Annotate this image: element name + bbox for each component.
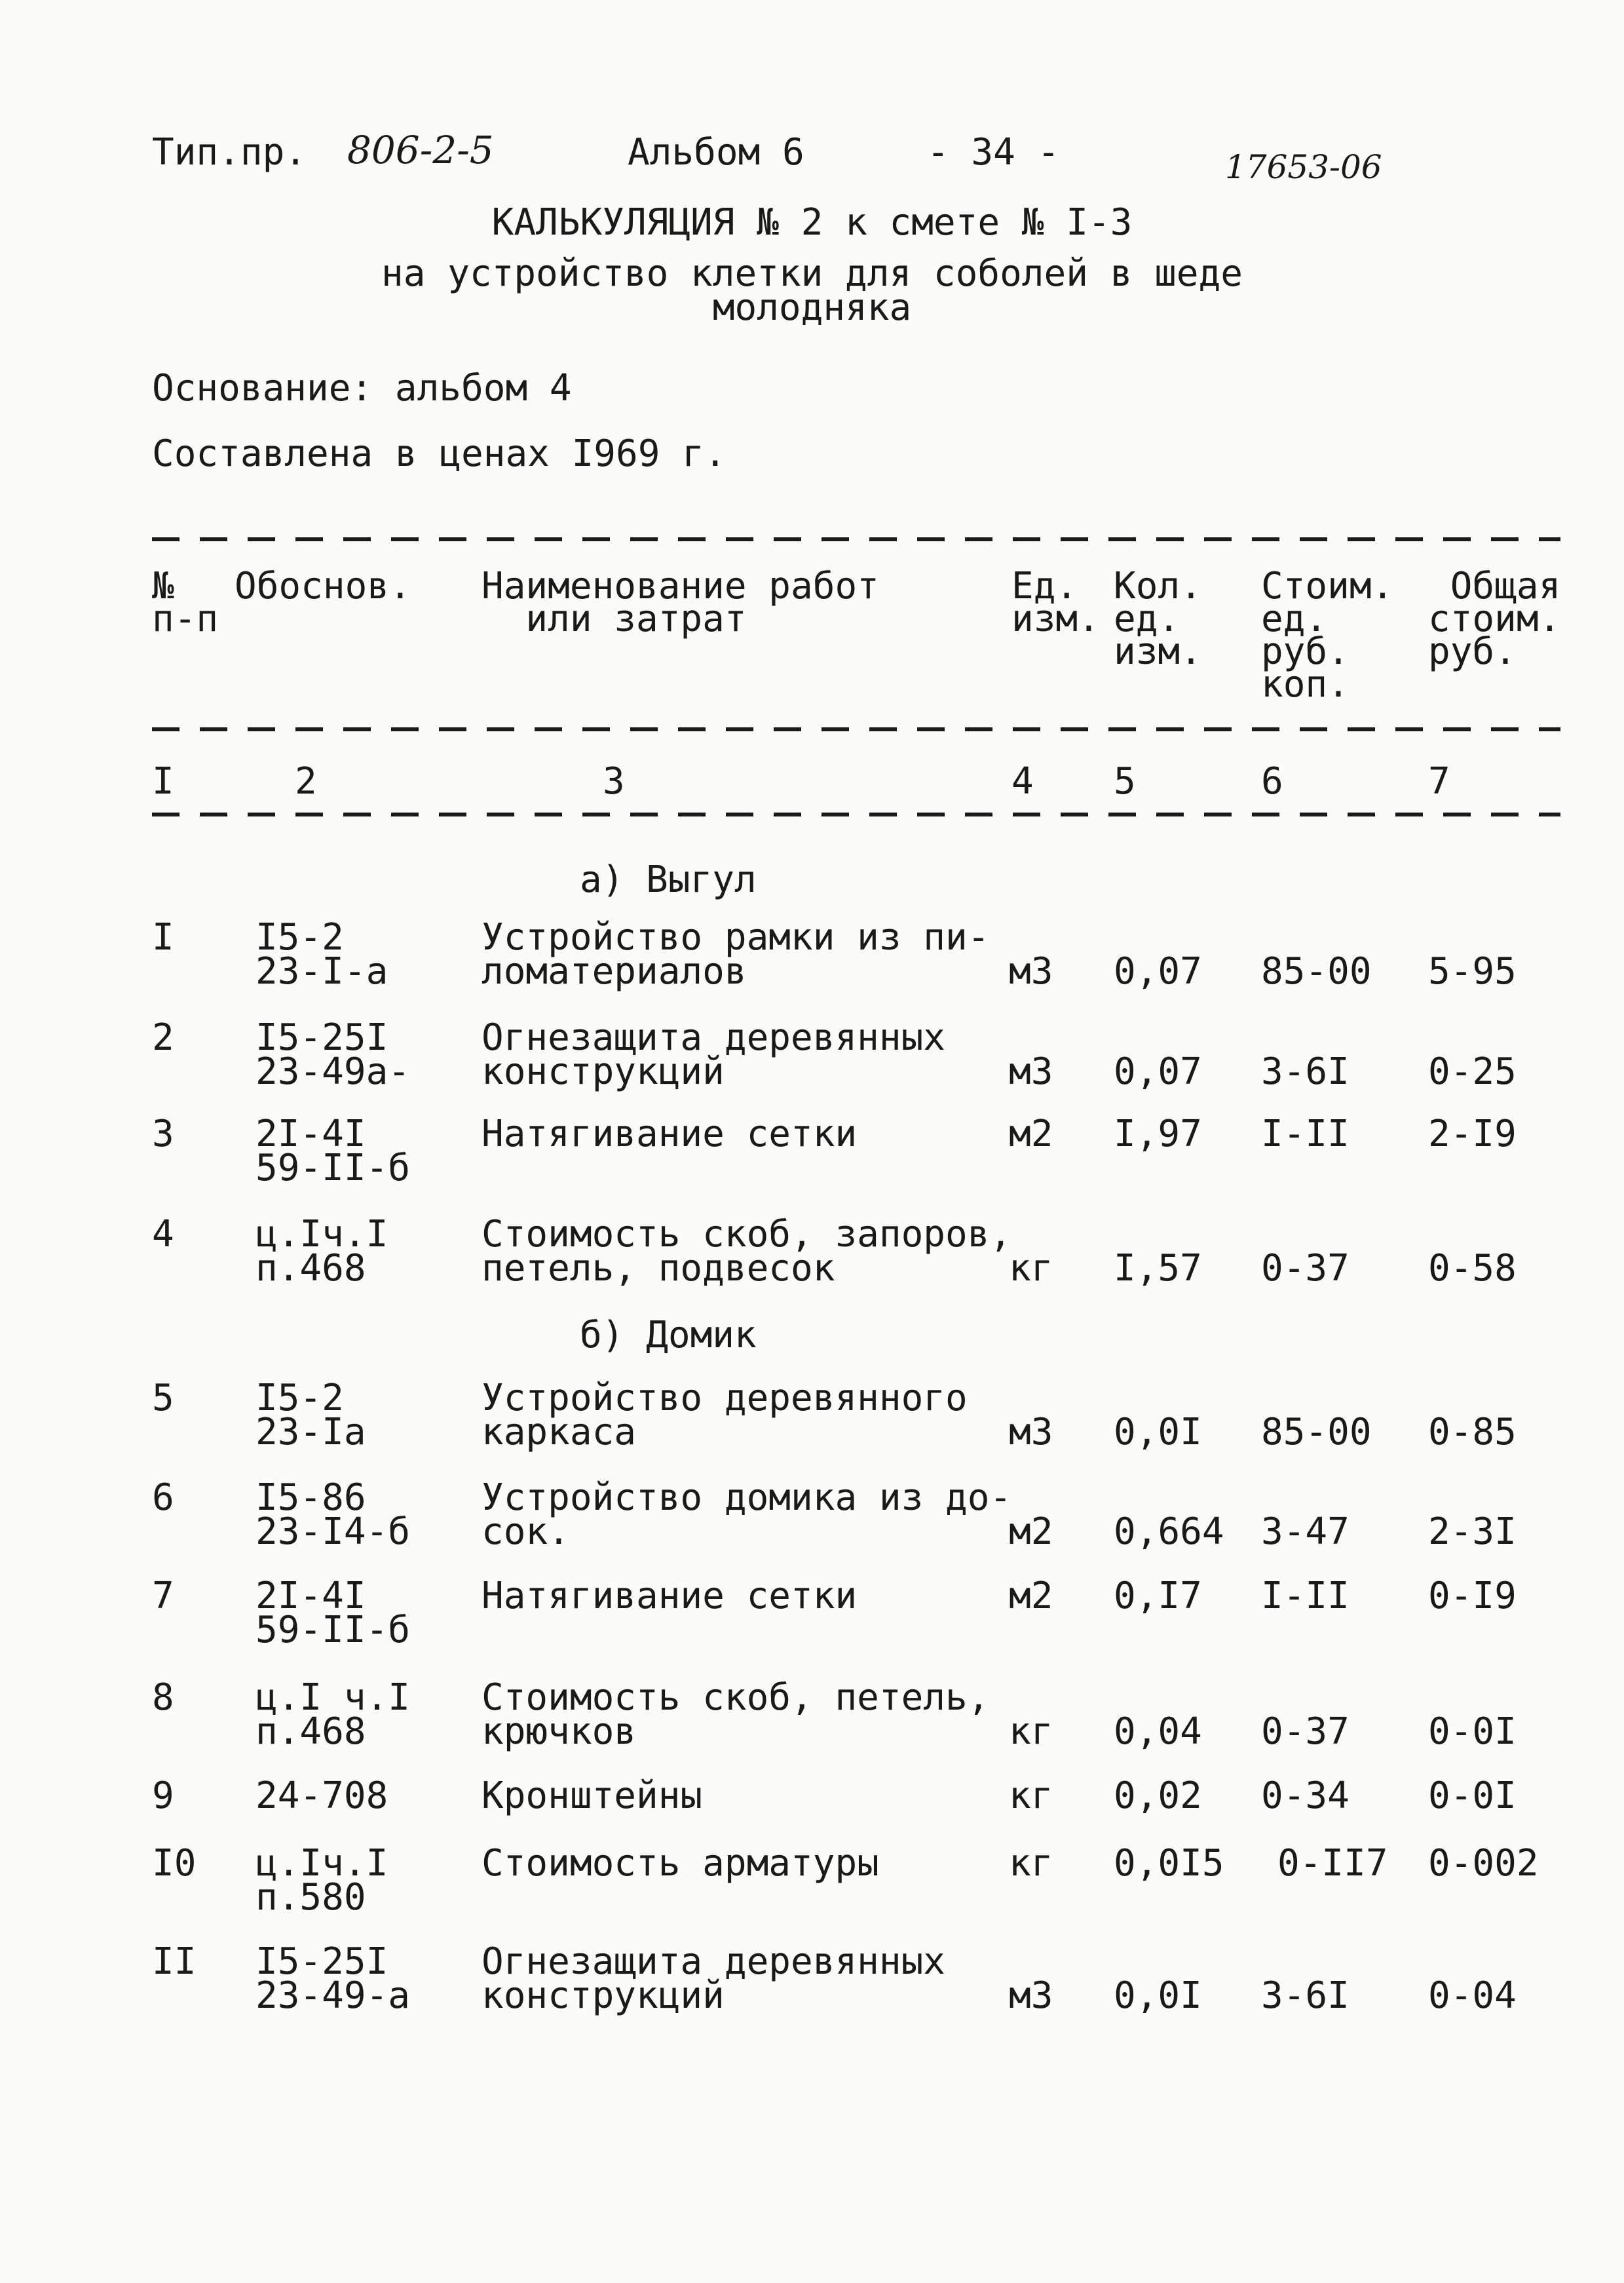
row-num: II	[152, 1940, 197, 1983]
row-basis: I5-25I 23-49а-	[255, 1016, 411, 1093]
row-basis: I5-25I 23-49-а	[255, 1940, 411, 2017]
album-label: Альбом 6	[628, 131, 804, 174]
row-unit-cost: 3-6I	[1261, 1050, 1350, 1093]
row-qty: 0,0I5	[1114, 1842, 1224, 1885]
row-num: 5	[152, 1377, 174, 1419]
row-qty: 0,07	[1114, 950, 1202, 993]
row-qty: 0,04	[1114, 1710, 1202, 1753]
row-unit-cost: 85-00	[1261, 1411, 1372, 1453]
row-qty: I,57	[1114, 1247, 1202, 1290]
row-basis: ц.Iч.I п.468	[255, 1213, 388, 1290]
row-name: Натягивание сетки	[482, 1113, 858, 1155]
row-unit-cost: 0-37	[1261, 1710, 1350, 1753]
row-unit: м2	[1009, 1510, 1053, 1553]
row-num: 7	[152, 1575, 174, 1617]
row-qty: 0,664	[1114, 1510, 1224, 1553]
row-total: 0-0I	[1428, 1710, 1517, 1753]
row-basis: ц.Iч.I п.580	[255, 1842, 388, 1919]
page-number: - 34 -	[927, 131, 1060, 174]
row-num: 6	[152, 1476, 174, 1519]
col-number: 4	[1011, 760, 1034, 803]
col-number: 2	[295, 760, 317, 803]
row-qty: 0,02	[1114, 1775, 1202, 1817]
col-header-unit-cost: Стоим. ед. руб. коп.	[1261, 565, 1394, 706]
row-total: 2-3I	[1428, 1510, 1517, 1553]
row-basis: 2I-4I 59-II-б	[255, 1575, 411, 1651]
row-total: 0-58	[1428, 1247, 1517, 1290]
table-rule-top	[152, 537, 1560, 541]
row-unit: кг	[1009, 1247, 1053, 1290]
row-qty: 0,0I	[1114, 1974, 1202, 2017]
section-title-vygul: а) Выгул	[580, 858, 757, 901]
row-unit: м3	[1009, 1974, 1053, 2017]
row-unit-cost: 0-II7	[1277, 1842, 1388, 1885]
row-name: Устройство рамки из пи- ломатериалов	[482, 916, 990, 993]
row-qty: I,97	[1114, 1113, 1202, 1155]
col-header-justification: Обоснов.	[235, 565, 411, 607]
type-project-label: Тип.пр.	[152, 131, 307, 174]
row-unit-cost: 3-47	[1261, 1510, 1350, 1553]
table-rule-bottom	[152, 813, 1560, 816]
row-basis: I5-2 23-Iа	[255, 1377, 366, 1453]
row-name: Устройство деревянного каркаса	[482, 1377, 968, 1453]
row-unit-cost: 3-6I	[1261, 1974, 1350, 2017]
row-num: 2	[152, 1016, 174, 1059]
col-number: 6	[1261, 760, 1283, 803]
row-total: 0-0I	[1428, 1775, 1517, 1817]
col-number: 7	[1428, 760, 1450, 803]
document-subtitle: на устройство клетки для соболей в шеде	[381, 252, 1243, 295]
row-unit: кг	[1009, 1710, 1053, 1753]
row-num: 8	[152, 1676, 174, 1719]
row-unit: м3	[1009, 1050, 1053, 1093]
col-number: 3	[603, 760, 625, 803]
row-unit: м3	[1009, 950, 1053, 993]
section-title-domik: б) Домик	[580, 1314, 757, 1356]
row-unit: м3	[1009, 1411, 1053, 1453]
row-total: 0-25	[1428, 1050, 1517, 1093]
row-name: Стоимость арматуры	[482, 1842, 879, 1885]
col-header-name: Наименование работ или затрат	[482, 565, 879, 640]
col-header-qty: Кол. ед. изм.	[1114, 565, 1202, 673]
row-name: Огнезащита деревянных конструкций	[482, 1016, 946, 1093]
row-basis: I5-86 23-I4-б	[255, 1476, 411, 1553]
col-number: I	[152, 760, 174, 803]
row-name: Устройство домика из до- сок.	[482, 1476, 1012, 1553]
inventory-number: 17653-06	[1225, 148, 1382, 186]
document-title: КАЛЬКУЛЯЦИЯ № 2 к смете № I-3	[491, 201, 1133, 244]
row-total: 0-I9	[1428, 1575, 1517, 1617]
row-num: 9	[152, 1775, 174, 1817]
row-name: Натягивание сетки	[482, 1575, 858, 1617]
row-num: 3	[152, 1113, 174, 1155]
row-basis: 24-708	[255, 1775, 388, 1817]
row-unit-cost: I-II	[1261, 1113, 1350, 1155]
row-unit-cost: I-II	[1261, 1575, 1350, 1617]
row-num: I0	[152, 1842, 197, 1885]
row-unit: м2	[1009, 1113, 1053, 1155]
col-header-num: № п-п	[152, 565, 219, 640]
row-name: Стоимость скоб, запоров, петель, подвесок	[482, 1213, 1012, 1290]
row-basis: ц.I ч.I п.468	[255, 1676, 411, 1753]
prices-year-line: Составлена в ценах I969 г.	[152, 432, 727, 475]
row-basis: I5-2 23-I-а	[255, 916, 388, 993]
row-qty: 0,0I	[1114, 1411, 1202, 1453]
document-subtitle-cont: молодняка	[712, 286, 912, 329]
row-name: Кронштейны	[482, 1775, 703, 1817]
row-qty: 0,07	[1114, 1050, 1202, 1093]
col-header-total: Общая стоим. руб.	[1428, 565, 1561, 673]
row-unit: кг	[1009, 1775, 1053, 1817]
row-num: I	[152, 916, 174, 959]
row-total: 0-85	[1428, 1411, 1517, 1453]
row-total: 5-95	[1428, 950, 1517, 993]
row-unit-cost: 0-34	[1261, 1775, 1350, 1817]
row-num: 4	[152, 1213, 174, 1256]
col-number: 5	[1114, 760, 1136, 803]
row-unit-cost: 85-00	[1261, 950, 1372, 993]
col-header-unit: Ед. изм.	[1011, 565, 1100, 640]
row-name: Стоимость скоб, петель, крючков	[482, 1676, 990, 1753]
row-total: 2-I9	[1428, 1113, 1517, 1155]
row-total: 0-04	[1428, 1974, 1517, 2017]
row-qty: 0,I7	[1114, 1575, 1202, 1617]
row-unit: кг	[1009, 1842, 1053, 1885]
table-rule-mid	[152, 727, 1560, 731]
type-project-number: 806-2-5	[347, 128, 494, 172]
basis-line: Основание: альбом 4	[152, 367, 572, 410]
row-unit: м2	[1009, 1575, 1053, 1617]
row-basis: 2I-4I 59-II-б	[255, 1113, 411, 1189]
row-unit-cost: 0-37	[1261, 1247, 1350, 1290]
row-name: Огнезащита деревянных конструкций	[482, 1940, 946, 2017]
row-total: 0-002	[1428, 1842, 1539, 1885]
